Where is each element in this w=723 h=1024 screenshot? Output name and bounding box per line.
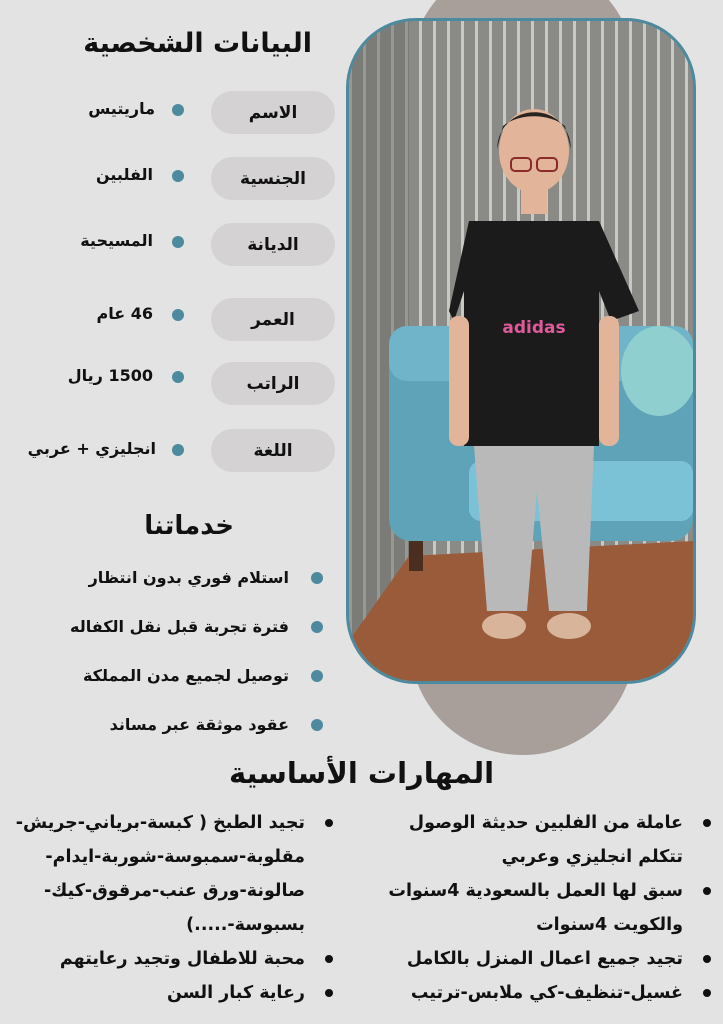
service-text: استلام فوري بدون انتظار	[88, 568, 289, 587]
services-title: خدماتنا	[144, 511, 234, 541]
bullet-dot	[311, 719, 323, 731]
skill-item: سبق لها العمل بالسعودية 4سنوات والكويت 4سنوات	[368, 874, 713, 942]
service-item	[70, 617, 323, 636]
field-label-language: اللغة	[211, 429, 335, 472]
service-item	[89, 568, 323, 587]
bullet-dot	[172, 236, 184, 248]
skill-item: تجيد الطبخ ( كبسة-برياني-جريش-مقلوبة-سمبوسة-شوربة-ايدام-صالونة-ورق عنب-مرقوق-كيك-بسبوسة-.....)	[0, 806, 335, 942]
field-label-name: الاسم	[211, 91, 335, 134]
bullet-dot	[311, 670, 323, 682]
left-slipper	[482, 613, 526, 639]
field-label-nationality: الجنسية	[211, 157, 335, 200]
field-value-name: ماريتيس	[88, 99, 155, 118]
field-value-age: 46 عام	[96, 304, 153, 323]
sofa-leg	[409, 541, 423, 571]
skills-left-column	[0, 806, 335, 1010]
personal-info-title: البيانات الشخصية	[83, 28, 312, 59]
left-arm	[449, 316, 469, 446]
bullet-dot	[172, 309, 184, 321]
field-label-age: العمر	[211, 298, 335, 341]
skill-item: محبة للاطفال وتجيد رعايتهم	[0, 942, 335, 976]
worker-photo	[346, 18, 696, 684]
skill-item: رعاية كبار السن	[0, 976, 335, 1010]
service-text: توصيل لجميع مدن المملكة	[82, 666, 289, 685]
service-text: فترة تجربة قبل نقل الكفاله	[69, 617, 289, 636]
bullet-dot	[172, 170, 184, 182]
field-value-religion: المسيحية	[80, 231, 153, 250]
right-arm	[599, 316, 619, 446]
field-value-salary: 1500 ريال	[67, 366, 153, 385]
bullet-dot	[172, 104, 184, 116]
field-value-nationality: الفلبين	[96, 165, 153, 184]
worker-photo-illustration	[349, 21, 693, 681]
field-value-language: انجليزي + عربي	[27, 439, 156, 458]
neck	[521, 189, 547, 214]
skill-item: تجيد جميع اعمال المنزل بالكامل	[368, 942, 713, 976]
service-item	[83, 666, 323, 685]
bullet-dot	[172, 371, 184, 383]
field-label-salary: الراتب	[211, 362, 335, 405]
right-slipper	[547, 613, 591, 639]
bullet-dot	[311, 572, 323, 584]
skills-title: المهارات الأساسية	[228, 756, 495, 790]
bullet-dot	[311, 621, 323, 633]
field-label-religion: الديانة	[211, 223, 335, 266]
bullet-dot	[172, 444, 184, 456]
shirt-logo: adidas	[502, 318, 566, 338]
skill-item: غسيل-تنظيف-كي ملابس-ترتيب	[368, 976, 713, 1010]
service-item	[110, 715, 323, 734]
skill-item: عاملة من الفلبين حديثة الوصول تتكلم انجليزي وعربي	[368, 806, 713, 874]
service-text: عقود موثقة عبر مساند	[109, 715, 289, 734]
skills-right-column	[368, 806, 713, 1010]
